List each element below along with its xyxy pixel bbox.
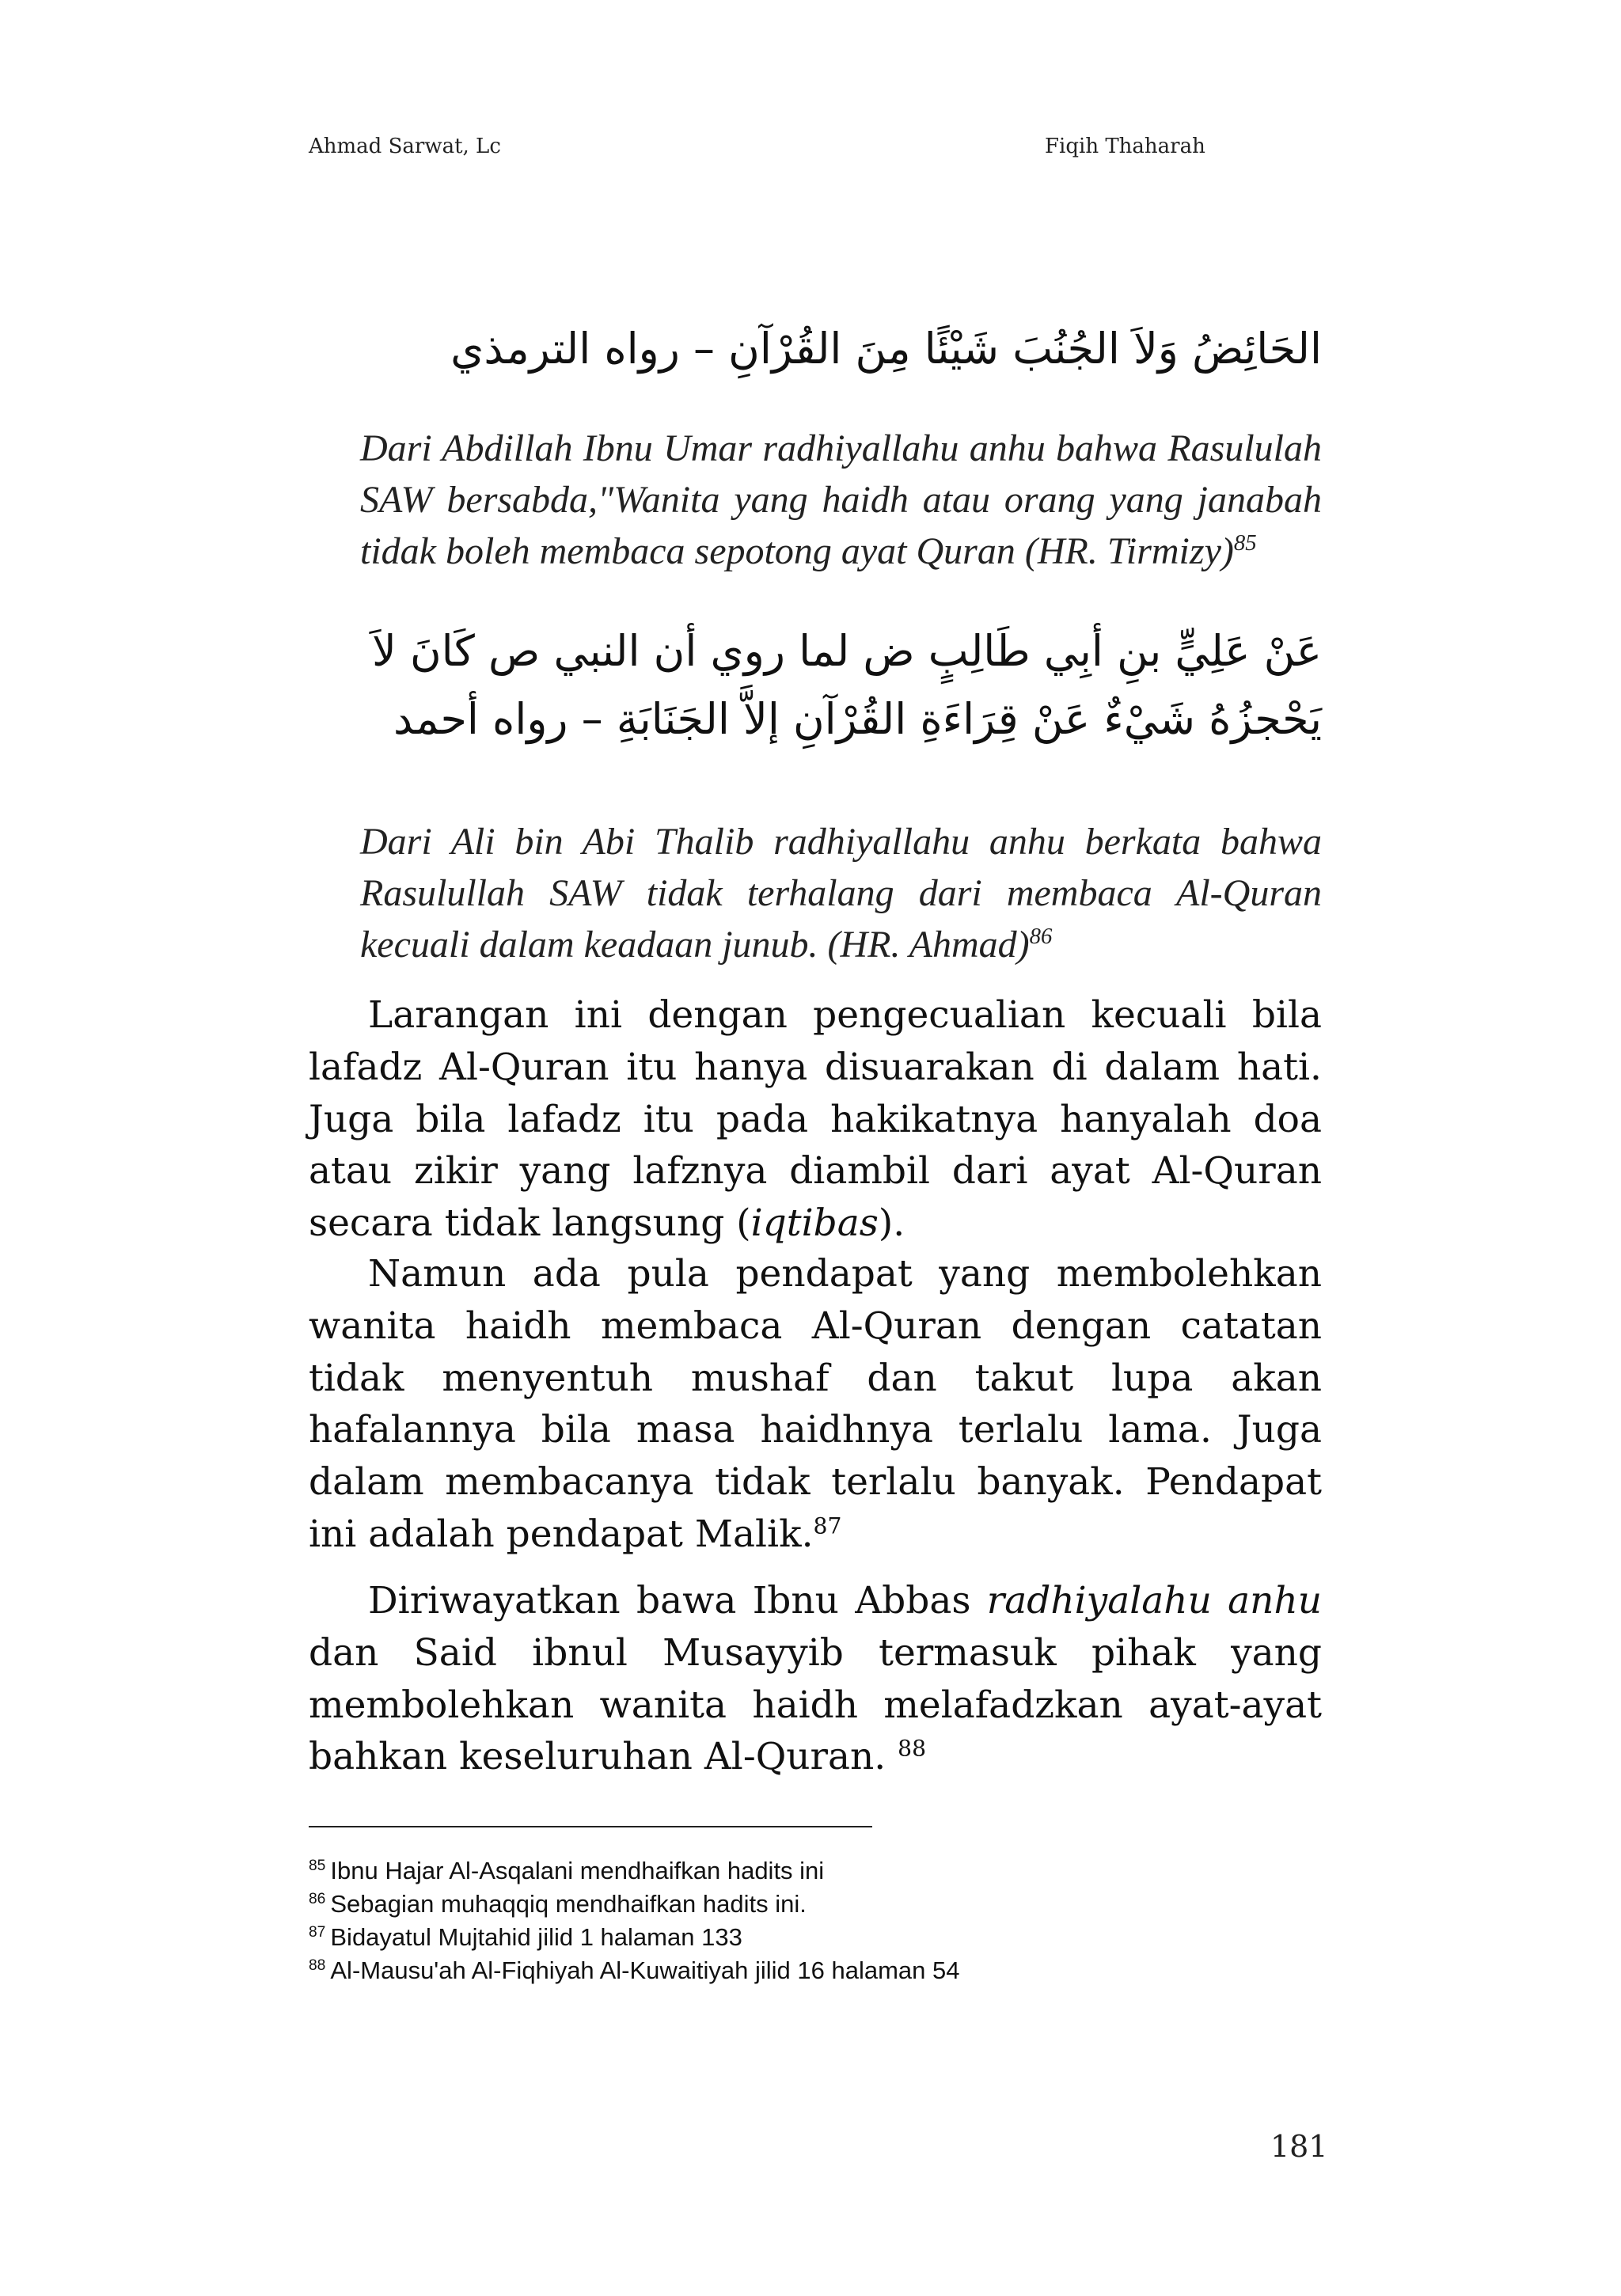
hadith-1-translation [360,423,1322,577]
hadith-2-arabic-line-1: عَنْ عَلِيٍّ بنِ أبِي طَالِبٍ ض لما روي أن النبي ص كَانَ لاَ [372,626,1322,676]
paragraph-1-text-before: Larangan ini dengan pengecualian kecuali bila lafadz Al-Quran itu hanya disuarakan di dalam hati. Juga bila lafadz itu pada hakikatnya hanyalah doa atau zikir yang lafznya diambil dari ayat Al-Quran secara tidak langsung ( [309,993,1322,1246]
footnotes [309,1854,1322,1988]
footnote-text: Ibnu Hajar Al-Asqalani mendhaifkan hadits ini [330,1857,825,1884]
footnote-86 [309,1888,1322,1921]
hadith-2-translation-text: Dari Ali bin Abi Thalib radhiyallahu anhu berkata bahwa Rasulullah SAW tidak terhalang dari membaca Al-Quran kecuali dalam keadaan junub. (HR. Ahmad) [360,821,1322,966]
paragraph-3-text-before: Diriwayatkan bawa Ibnu Abbas [368,1579,987,1622]
footnote-88 [309,1954,1322,1987]
footnote-number: 87 [309,1923,326,1941]
paragraph-2 [309,1248,1322,1561]
paragraph-3 [309,1575,1322,1783]
paragraph-1-italic-term: iqtibas [750,1201,879,1246]
hadith-2-translation [360,817,1322,970]
footnote-ref-86[interactable]: 86 [1029,923,1053,949]
footnote-number: 88 [309,1957,326,1975]
header-author: Ahmad Sarwat, Lc [309,135,501,158]
paragraph-3-italic-term: radhiyalahu anhu [986,1579,1322,1622]
footnote-number: 85 [309,1857,326,1874]
footnote-text: Sebagian muhaqqiq mendhaifkan hadits ini. [330,1890,807,1918]
paragraph-1-text-after: ). [878,1201,905,1246]
footnote-ref-87[interactable]: 87 [813,1512,842,1539]
footnote-ref-88[interactable]: 88 [898,1735,927,1762]
footnote-87 [309,1921,1322,1954]
hadith-2-arabic-line-2: يَحْجزُهُ شَيْءٌ عَنْ قِرَاءَةِ القُرْآنِ إلاَّ الجَنَابَةِ – رواه أحمد [393,694,1322,745]
hadith-1-arabic: الحَائِضُ وَلاَ الجُنُبَ شَيْئًا مِنَ القُرْآنِ – رواه الترمذي [450,324,1322,374]
footnote-ref-85[interactable]: 85 [1233,529,1257,556]
footnote-text: Bidayatul Mujtahid jilid 1 halaman 133 [330,1923,742,1952]
paragraph-3-text-after: dan Said ibnul Musayyib termasuk pihak yang membolehkan wanita haidh melafadzkan ayat-ayat bahkan keseluruhan Al-Quran. [309,1630,1322,1779]
hadith-1-translation-text: Dari Abdillah Ibnu Umar radhiyallahu anhu bahwa Rasululah SAW bersabda,"Wanita yang haidh atau orang yang janabah tidak boleh membaca sepotong ayat Quran (HR. Tirmizy) [360,427,1322,572]
footnote-number: 86 [309,1890,326,1907]
paragraph-1 [309,989,1322,1250]
paragraph-2-text: Namun ada pula pendapat yang membolehkan wanita haidh membaca Al-Quran dengan catatan tidak menyentuh mushaf dan takut lupa akan hafalannya bila masa haidhnya terlalu lama. Juga dalam membacanya tidak terlalu banyak. Pendapat ini adalah pendapat Malik. [309,1252,1322,1556]
hadith-2-arabic [309,617,1322,754]
footnote-divider [309,1826,872,1827]
running-header [309,135,1211,166]
page-number: 181 [1270,2129,1328,2164]
header-book-title: Fiqih Thaharah [1045,135,1205,158]
footnote-85 [309,1854,1322,1888]
footnote-text: Al-Mausu'ah Al-Fiqhiyah Al-Kuwaitiyah jilid 16 halaman 54 [330,1956,960,1985]
